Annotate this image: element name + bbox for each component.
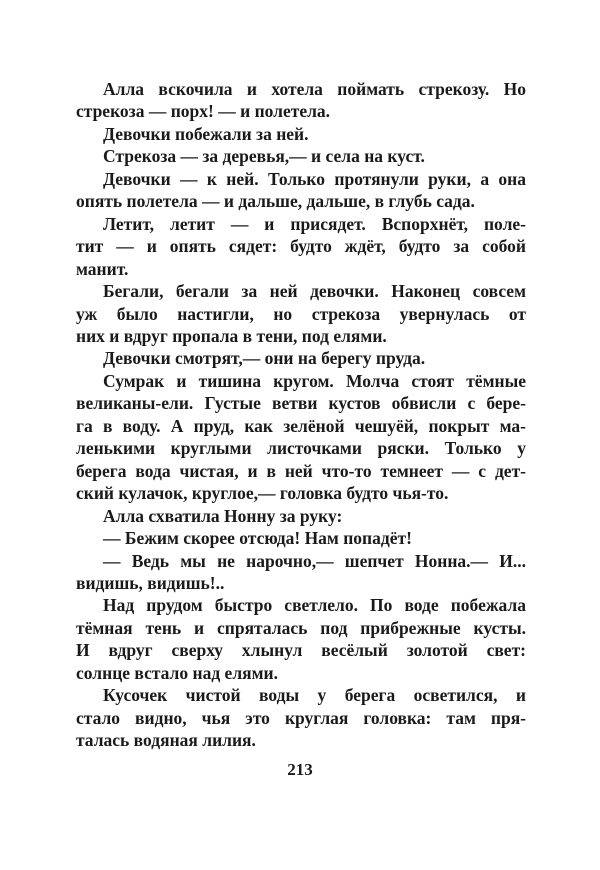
text-line: манит.: [76, 258, 129, 279]
text-line: Алла схватила Нонну за руку:: [103, 505, 343, 526]
text-line: И вдруг сверху хлынул весёлый золотой свет:: [76, 640, 526, 661]
paragraph: [76, 550, 526, 595]
paragraph: [76, 527, 526, 549]
text-line: — Бежим скорее отсюда! Нам попадёт!: [103, 528, 412, 549]
paragraph: [76, 505, 526, 527]
text-line: Стрекоза — за деревья,— и села на куст.: [103, 146, 425, 167]
text-line: великаны-ели. Густые ветви кустов обвисли с бере-: [76, 393, 526, 414]
paragraph: [76, 123, 526, 145]
text-line: талась водяная лилия.: [76, 730, 256, 751]
text-line: Летит, летит — и присядет. Вспорхнёт, поле-: [103, 213, 526, 234]
text-line: стало видно, чья это круглая головка: там пря-: [76, 707, 526, 728]
text-line: Девочки смотрят,— они на берегу пруда.: [103, 348, 426, 369]
text-line: Бегали, бегали за ней девочки. Наконец совсем: [103, 281, 526, 302]
text-line: берега вода чистая, и в ней что-то темнеет — с дет-: [76, 460, 526, 481]
text-line: них и вдруг пропала в тени, под елями.: [76, 325, 387, 346]
paragraph: [76, 78, 526, 123]
text-line: Девочки побежали за ней.: [103, 123, 309, 144]
paragraph: [76, 594, 526, 684]
text-line: тёмная тень и спряталась под прибрежные кусты.: [76, 617, 526, 638]
text-line: ский кулачок, круглое,— головка будто чья-то.: [76, 483, 449, 504]
text-line: солнце встало над елями.: [76, 662, 278, 683]
text-line: Сумрак и тишина кругом. Молча стоят тёмные: [103, 370, 526, 391]
text-line: ленькими круглыми листочками ряски. Только у: [76, 438, 526, 459]
paragraph: [76, 347, 526, 369]
text-line: тит — и опять сядет: будто ждёт, будто за собой: [76, 236, 526, 257]
paragraph: [76, 145, 526, 167]
paragraph: [76, 370, 526, 505]
text-line: уж было настигли, но стрекоза увернулась от: [76, 303, 526, 324]
page-body: [76, 78, 526, 752]
paragraph: [76, 280, 526, 347]
text-line: Над прудом быстро светлело. По воде побежала: [103, 595, 526, 616]
text-line: га в воду. А пруд, как зелёной чешуёй, покрыт ма-: [76, 415, 526, 436]
text-line: — Ведь мы не нарочно,— шепчет Нонна.— И...: [103, 550, 526, 571]
text-line: стрекоза — порх! — и полетела.: [76, 101, 331, 122]
text-line: Алла вскочила и хотела поймать стрекозу. Но: [103, 79, 526, 99]
page-number: 213: [287, 760, 313, 779]
text-line: Девочки — к ней. Только протянули руки, а она: [103, 168, 526, 189]
paragraph: [76, 168, 526, 213]
text-line: опять полетела — и дальше, дальше, в глубь сада.: [76, 191, 475, 212]
paragraph: [76, 684, 526, 751]
paragraph: [76, 213, 526, 280]
text-line: видишь, видишь!..: [76, 572, 225, 593]
text-line: Кусочек чистой воды у берега осветился, и: [103, 685, 526, 706]
